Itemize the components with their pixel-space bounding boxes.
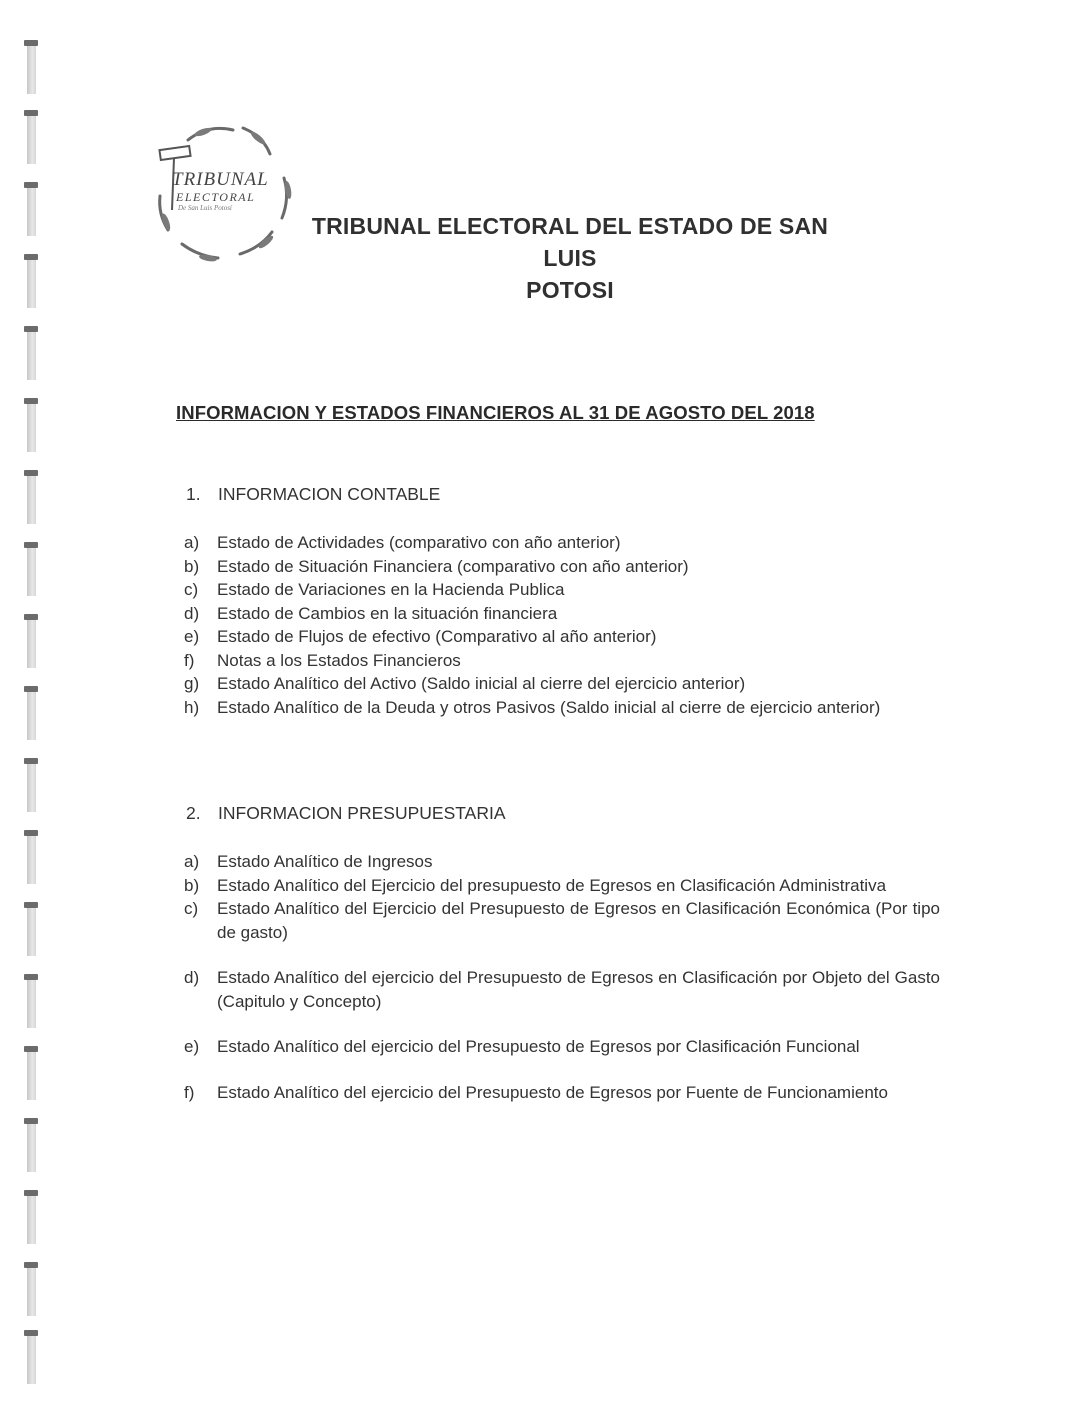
- binder-hole-mark: [24, 974, 38, 1028]
- section-list-contable: [184, 531, 940, 719]
- section-number: 2.: [186, 803, 201, 823]
- list-item-text: Notas a los Estados Financieros: [217, 650, 461, 670]
- list-item-letter: g): [184, 674, 200, 693]
- binder-hole-mark: [24, 110, 38, 164]
- list-item-letter: a): [184, 852, 200, 871]
- list-item-letter: e): [184, 1037, 200, 1056]
- logo-line-1: TRIBUNAL: [172, 169, 269, 190]
- binder-hole-mark: [24, 1262, 38, 1316]
- list-item-letter: c): [184, 899, 199, 918]
- binder-hole-mark: [24, 1190, 38, 1244]
- header-title-line-2: POTOSI: [526, 277, 614, 303]
- binder-hole-mark: [24, 398, 38, 452]
- list-item-text: Estado Analítico del ejercicio del Presupuesto de Egresos por Fuente de Funcionamiento: [217, 1082, 888, 1102]
- list-item-text: Estado Analítico del Ejercicio del presupuesto de Egresos en Clasificación Administrativa: [217, 875, 887, 895]
- list-item-text: Estado de Flujos de efectivo (Comparativo al año anterior): [217, 627, 657, 646]
- binder-hole-mark: [24, 614, 38, 668]
- logo-line-3: De San Luis Potosí: [178, 204, 232, 212]
- section-list-presupuestaria: [184, 850, 940, 1104]
- binder-hole-mark: [24, 254, 38, 308]
- list-item-text: Estado Analítico de la Deuda y otros Pasivos (Saldo inicial al cierre de ejercicio anterior): [217, 697, 881, 717]
- header-title-line-1: TRIBUNAL ELECTORAL DEL ESTADO DE SAN LUIS: [311, 213, 829, 271]
- list-item-text: Estado de Variaciones en la Hacienda Publica: [217, 580, 565, 599]
- section-number: 1.: [186, 484, 201, 504]
- list-item: [184, 578, 940, 602]
- binder-hole-mark: [24, 182, 38, 236]
- list-item: [184, 672, 940, 696]
- section-heading-contable: [186, 484, 440, 505]
- list-item-text: Estado de Actividades (comparativo con año anterior): [217, 533, 621, 552]
- list-item-letter: d): [184, 968, 200, 987]
- page-header-title: [300, 210, 840, 306]
- list-item: [184, 602, 940, 626]
- binder-hole-mark: [24, 470, 38, 524]
- list-item-text: Estado Analítico de Ingresos: [217, 852, 433, 871]
- list-item: [184, 531, 940, 555]
- report-title: INFORMACION Y ESTADOS FINANCIEROS AL 31 DE AGOSTO DEL 2018: [176, 402, 815, 423]
- list-item-text: Estado de Cambios en la situación financiera: [217, 603, 558, 623]
- logo-text: [172, 170, 269, 212]
- binder-hole-mark: [24, 40, 38, 94]
- binder-hole-mark: [24, 1118, 38, 1172]
- list-item-letter: f): [184, 650, 195, 670]
- list-item: [184, 966, 940, 1013]
- binder-hole-mark: [24, 1330, 38, 1384]
- binder-hole-mark: [24, 902, 38, 956]
- binder-hole-mark: [24, 326, 38, 380]
- list-item: [184, 850, 940, 874]
- binder-hole-mark: [24, 542, 38, 596]
- list-item: [184, 874, 940, 898]
- list-item-text: Estado Analítico del Activo (Saldo inicial al cierre del ejercicio anterior): [217, 674, 746, 693]
- list-item: [184, 649, 940, 673]
- logo-line-2: ELECTORAL: [176, 190, 256, 204]
- binder-hole-mark: [24, 686, 38, 740]
- section-title: INFORMACION PRESUPUESTARIA: [218, 803, 506, 823]
- list-item: [184, 625, 940, 649]
- list-item-text: Estado Analítico del ejercicio del Presupuesto de Egresos por Clasificación Funcional: [217, 1037, 860, 1056]
- list-item-text: Estado Analítico del ejercicio del Presupuesto de Egresos en Clasificación por Objeto del Gasto (Capitulo y Concepto): [217, 968, 940, 1011]
- list-item-letter: a): [184, 533, 200, 552]
- list-item-letter: b): [184, 556, 200, 576]
- binder-hole-mark: [24, 830, 38, 884]
- binder-hole-mark: [24, 758, 38, 812]
- section-title: INFORMACION CONTABLE: [218, 484, 441, 504]
- list-item-text: Estado Analítico del Ejercicio del Presupuesto de Egresos en Clasificación Económica (Por tipo de gasto): [217, 899, 940, 942]
- list-item-letter: h): [184, 697, 200, 717]
- list-item-letter: c): [184, 580, 199, 599]
- list-item-text: Estado de Situación Financiera (comparativo con año anterior): [217, 556, 689, 576]
- list-item-letter: b): [184, 875, 200, 895]
- list-item: [184, 1081, 940, 1105]
- list-item: [184, 897, 940, 944]
- list-item: [184, 696, 940, 720]
- binder-hole-mark: [24, 1046, 38, 1100]
- section-heading-presupuestaria: [186, 803, 506, 824]
- list-item: [184, 555, 940, 579]
- list-item-letter: d): [184, 603, 200, 623]
- binder-holes: [24, 0, 40, 1408]
- tribunal-logo: [148, 118, 294, 264]
- list-item-letter: e): [184, 627, 200, 646]
- list-item-letter: f): [184, 1082, 195, 1102]
- list-item: [184, 1035, 940, 1059]
